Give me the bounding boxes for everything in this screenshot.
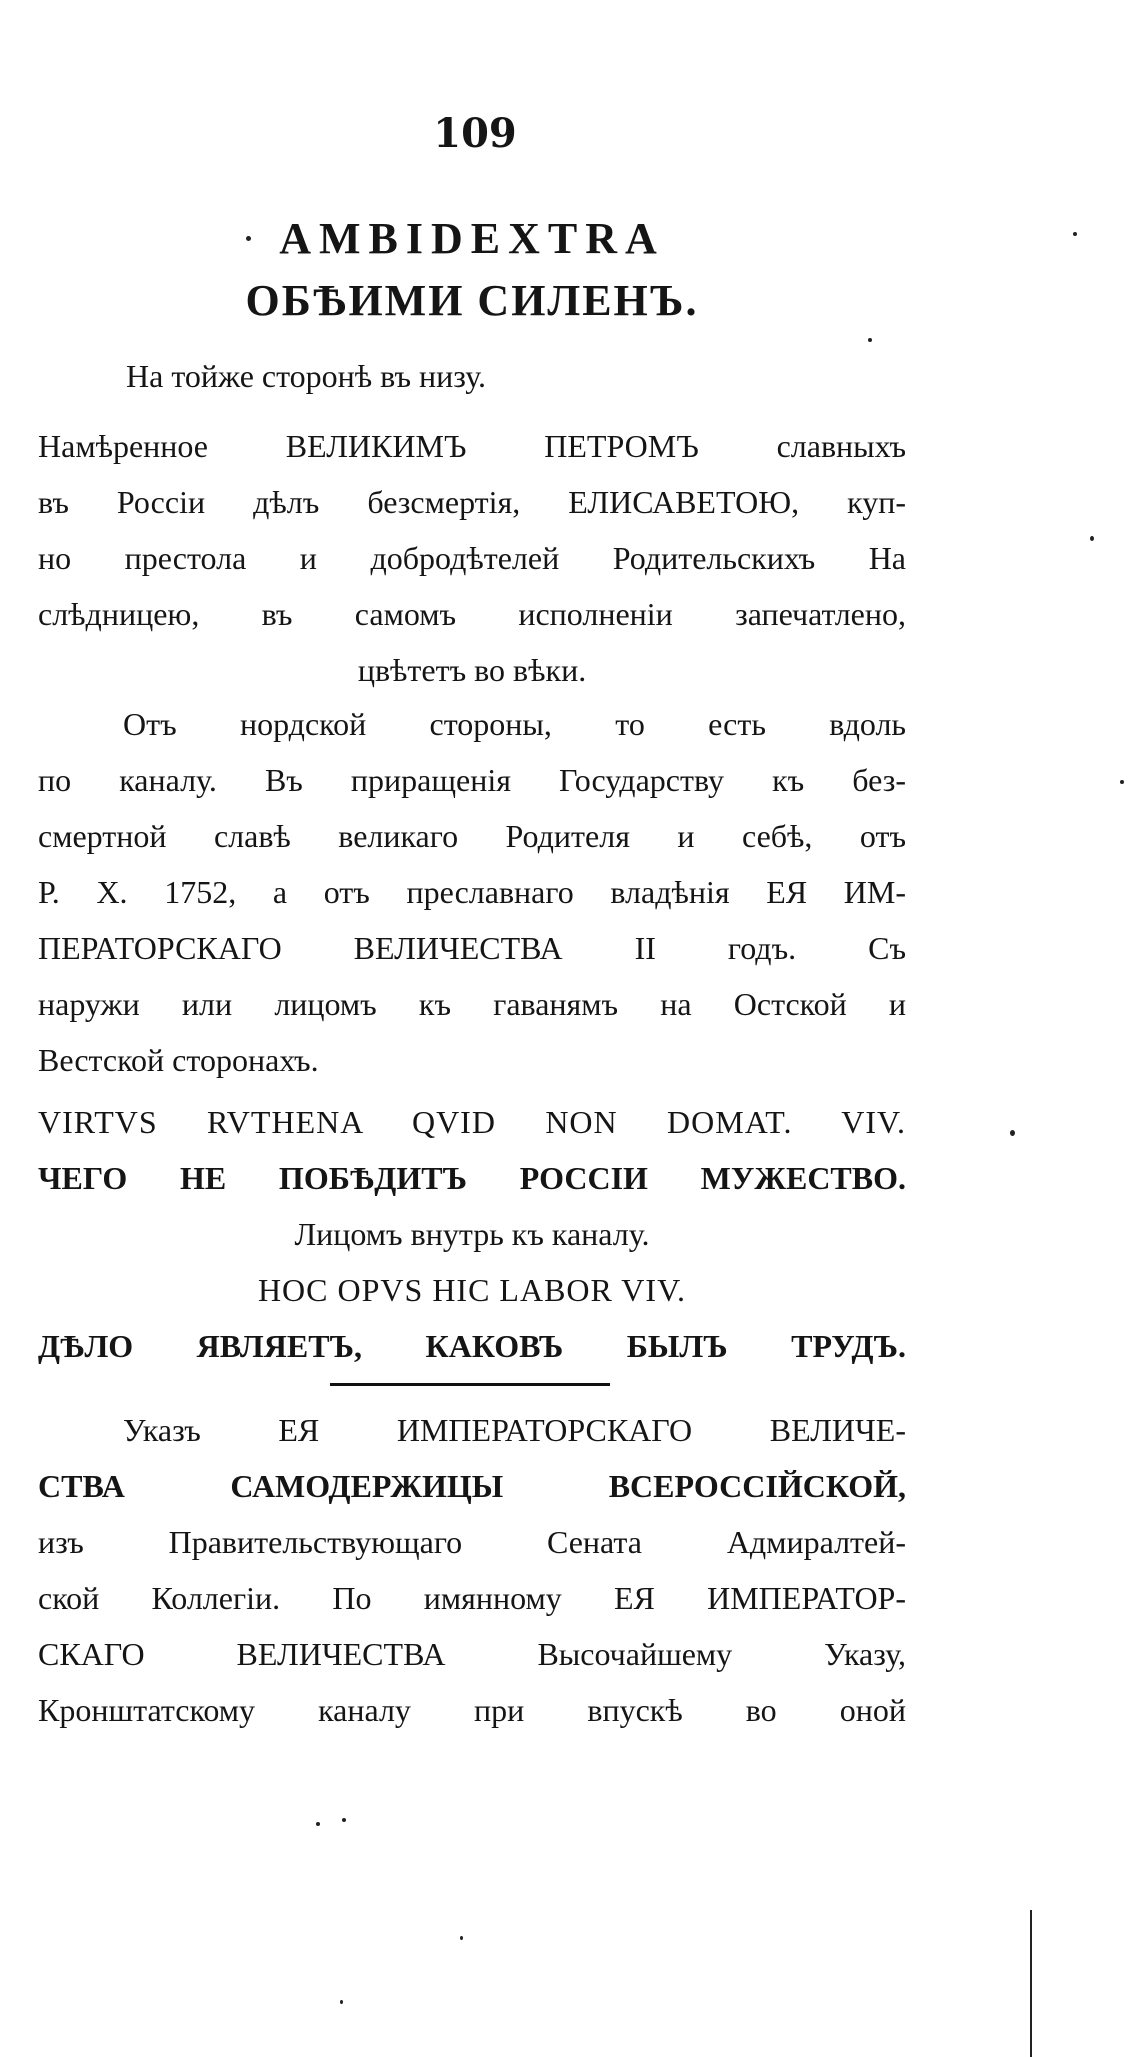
scan-speck bbox=[316, 1822, 320, 1826]
paragraph-2-line: Вестской сторонахъ. bbox=[38, 1042, 319, 1078]
subheading-block bbox=[38, 348, 906, 404]
paragraph-3-line: СКАГО ВЕЛИЧЕСТВА Высочайшему Указу, bbox=[38, 1636, 906, 1672]
scan-speck bbox=[460, 1936, 463, 1940]
scan-speck bbox=[340, 2000, 343, 2004]
paragraph-3 bbox=[38, 1402, 906, 1738]
paragraph-2-line: смертной славѣ великаго Родителя и себѣ, отъ bbox=[38, 818, 906, 854]
heading-russian: ОБѢИМИ СИЛЕНЪ. bbox=[245, 276, 699, 325]
motto-2-russian: ДѢЛО ЯВЛЯЕТЪ, КАКОВЪ БЫЛЪ ТРУДЪ. bbox=[38, 1328, 906, 1364]
paragraph-2-line: по каналу. Въ приращенія Государству къ без- bbox=[38, 762, 906, 798]
motto-1-latin: VIRTVS RVTHENA QVID NON DOMAT. VIV. bbox=[38, 1104, 906, 1140]
scan-speck bbox=[1090, 536, 1094, 541]
paragraph-3-line: ской Коллегіи. По имянному ЕЯ ИМПЕРАТОР- bbox=[38, 1580, 906, 1616]
paragraph-1-line: слѣдницею, въ самомъ исполненіи запечатлено, bbox=[38, 596, 906, 632]
scan-edge-line bbox=[1030, 1910, 1032, 2057]
subheading: На тойже сторонѣ въ низу. bbox=[126, 358, 487, 394]
page-number: 109 bbox=[433, 110, 517, 157]
paragraph-2-line: наружи или лицомъ къ гаванямъ на Остской и bbox=[38, 986, 906, 1022]
paragraph-3-line: СТВА САМОДЕРЖИЦЫ ВСЕРОССІЙСКОЙ, bbox=[38, 1468, 906, 1504]
motto-2-latin: HOC OPVS HIC LABOR VIV. bbox=[257, 1272, 687, 1308]
paragraph-1-line: но престола и добродѣтелей Родительскихъ На bbox=[38, 540, 906, 576]
scan-speck bbox=[868, 338, 872, 342]
paragraph-3-line: изъ Правительствующаго Сената Адмиралтей- bbox=[38, 1524, 906, 1560]
section-divider bbox=[330, 1383, 610, 1386]
scan-speck bbox=[1010, 1130, 1015, 1136]
motto-1-russian: ЧЕГО НЕ ПОБѢДИТЪ РОССІИ МУЖЕСТВО. bbox=[38, 1160, 906, 1196]
paragraph-1-line: Намѣренное ВЕЛИКИМЪ ПЕТРОМЪ славныхъ bbox=[38, 428, 906, 464]
paragraph-3-line: Кронштатскому каналу при впускѣ во оной bbox=[38, 1692, 906, 1728]
inner-caption: Лицомъ внутрь къ каналу. bbox=[294, 1216, 650, 1252]
paragraph-2-line: Р. Х. 1752, а отъ преславнаго владѣнія ЕЯ ИМ- bbox=[38, 874, 906, 910]
paragraph-3-line: Указъ ЕЯ ИМПЕРАТОРСКАГО ВЕЛИЧЕ- bbox=[123, 1412, 906, 1448]
scan-speck bbox=[342, 1818, 346, 1822]
paragraph-2 bbox=[38, 696, 906, 1088]
paragraph-1 bbox=[38, 418, 906, 698]
paragraph-2-line: Отъ нордской стороны, то есть вдоль bbox=[123, 706, 906, 742]
mottos-block bbox=[38, 1094, 906, 1374]
paragraph-2-line: ПЕРАТОРСКАГО ВЕЛИЧЕСТВА II годъ. Съ bbox=[38, 930, 906, 966]
scan-speck bbox=[1120, 780, 1124, 784]
paragraph-1-line: въ Россіи дѣлъ безсмертія, ЕЛИСАВЕТОЮ, куп- bbox=[38, 484, 906, 520]
scan-speck bbox=[246, 236, 251, 241]
heading-block bbox=[38, 208, 906, 332]
heading-latin: AMBIDEXTRA bbox=[279, 214, 665, 263]
paragraph-1-line: цвѣтетъ во вѣки. bbox=[357, 652, 587, 688]
scan-speck bbox=[1073, 232, 1077, 236]
